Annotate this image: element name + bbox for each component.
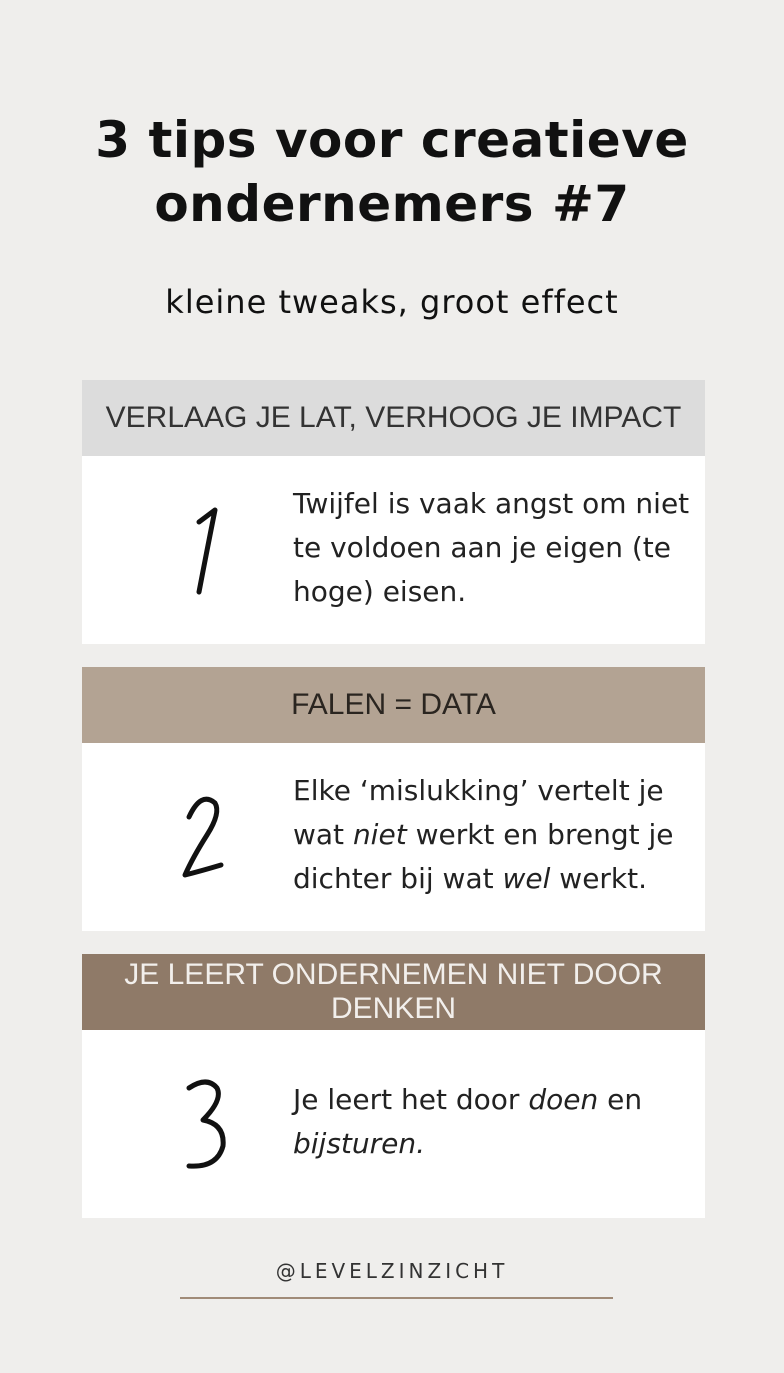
handwritten-number-3 — [177, 1074, 237, 1174]
tip-1-text — [293, 482, 693, 614]
tip-1-number — [132, 456, 282, 644]
text-run: werkt. — [550, 862, 648, 895]
social-handle: @LEVELZINZICHT — [275, 1259, 509, 1283]
text-run: werkt en brengt je dichter bij wat — [293, 818, 674, 895]
page-title — [0, 108, 784, 236]
page-subtitle: kleine tweaks, groot effect — [165, 283, 619, 321]
emphasis-text: niet — [352, 818, 407, 851]
title-line-1: 3 tips voor creatieve — [95, 111, 689, 169]
tip-2-number — [132, 743, 282, 931]
text-run: en — [598, 1083, 643, 1116]
tip-2-header: FALEN = DATA — [82, 667, 705, 743]
tip-2-card — [82, 743, 705, 931]
title-line-2: ondernemers #7 — [154, 175, 630, 233]
tip-3-card — [82, 1030, 705, 1218]
footer-divider — [180, 1297, 613, 1299]
handwritten-number-2 — [177, 787, 237, 887]
text-run: Je leert het door — [293, 1083, 529, 1116]
text-run: Twijfel is vaak angst om niet te voldoen aan je eigen (te hoge) eisen. — [293, 487, 690, 608]
tip-3-header: JE LEERT ONDERNEMEN NIET DOOR DENKEN — [82, 954, 705, 1030]
handwritten-number-1 — [177, 500, 237, 600]
emphasis-text: wel — [502, 862, 551, 895]
emphasis-text: bijsturen. — [293, 1127, 426, 1160]
tip-3-text — [293, 1078, 693, 1166]
tip-3-number — [132, 1030, 282, 1218]
tip-1-header: VERLAAG JE LAT, VERHOOG JE IMPACT — [82, 380, 705, 456]
emphasis-text: doen — [528, 1083, 599, 1116]
text-run: Elke ‘mislukking’ vertelt je wat — [293, 774, 664, 851]
tip-1-card — [82, 456, 705, 644]
tip-2-text — [293, 769, 693, 901]
